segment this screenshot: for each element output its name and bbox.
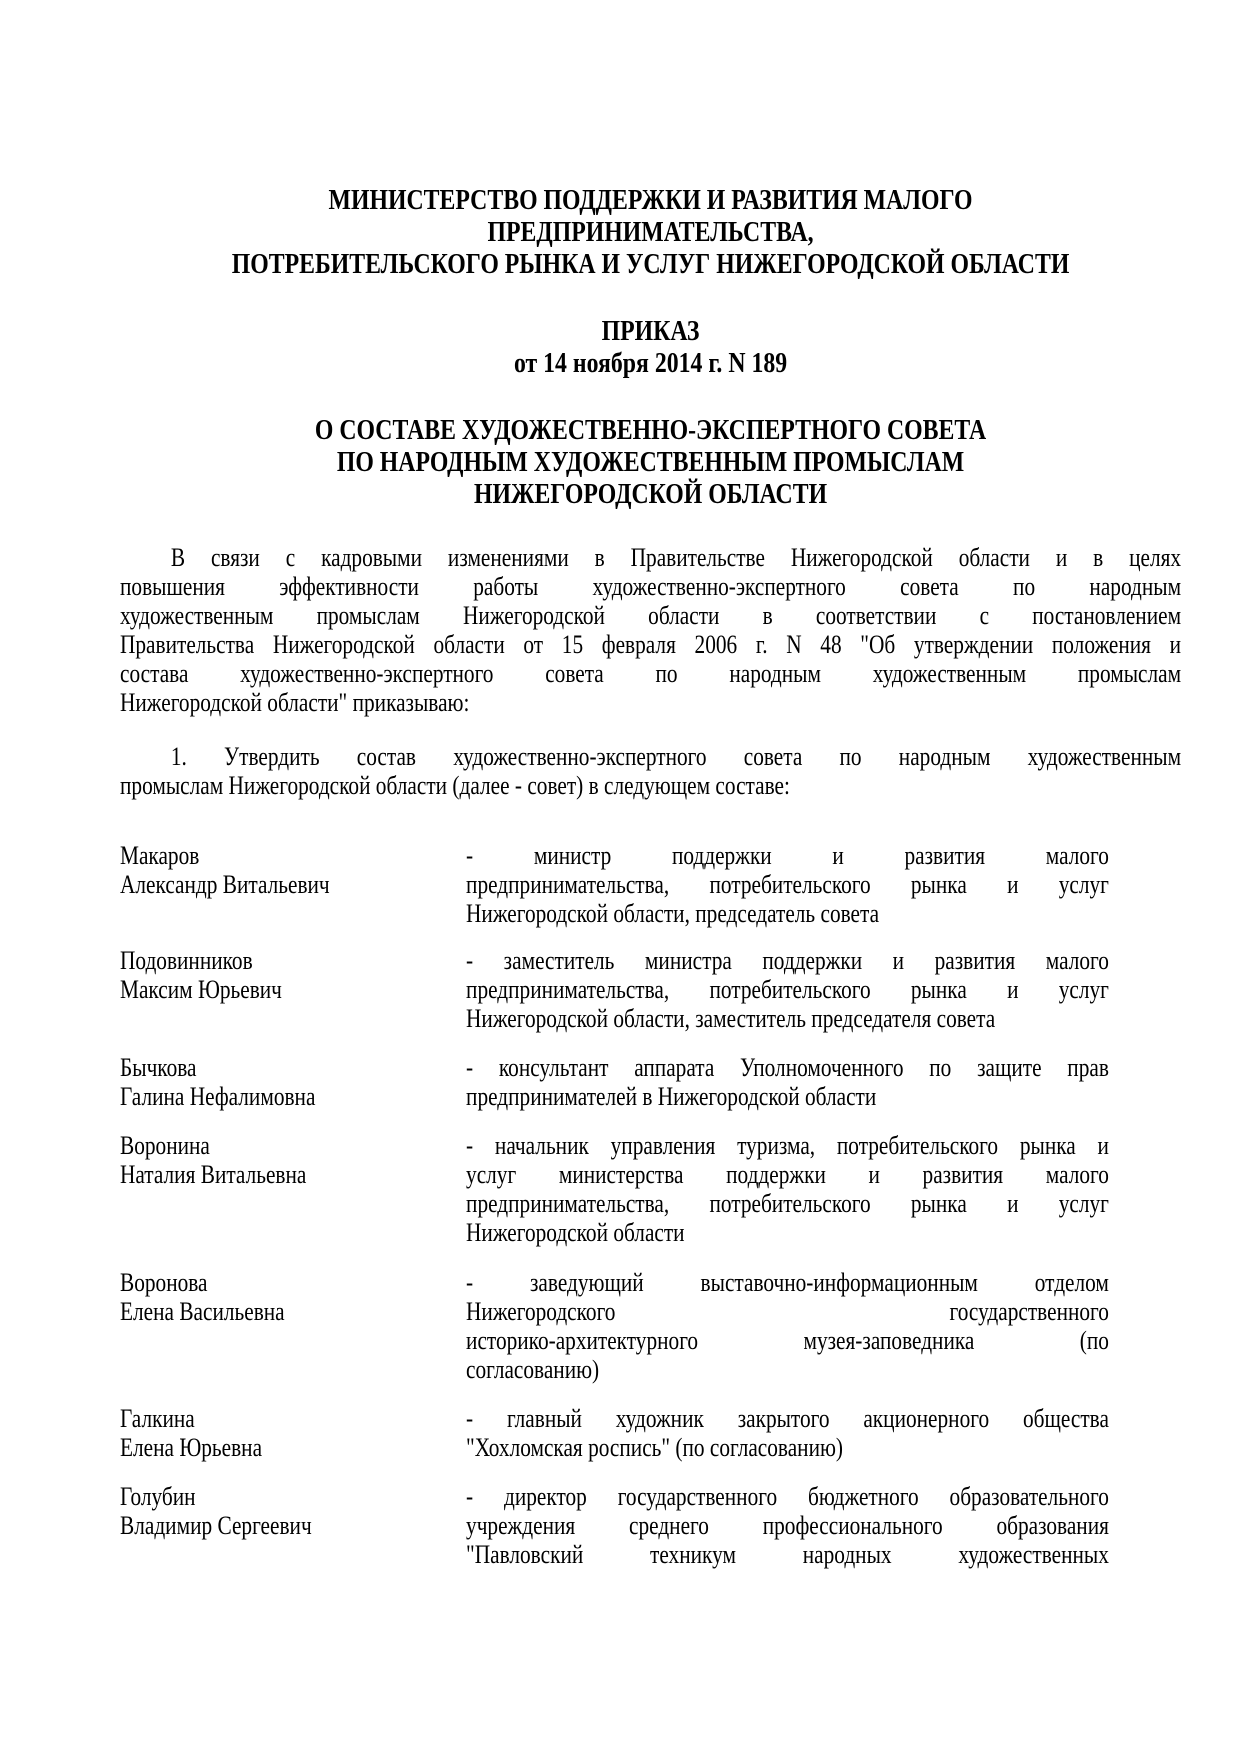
position-line: Нижегородской области	[466, 1218, 685, 1247]
position-line: учреждения среднего профессионального образования	[466, 1511, 1109, 1540]
preamble-paragraph	[120, 543, 1181, 717]
member-position	[466, 1482, 1109, 1569]
member-name	[120, 1268, 448, 1326]
member-surname: Бычкова	[120, 1053, 197, 1082]
position-line: предпринимателей в Нижегородской области	[466, 1082, 877, 1111]
text-line: промыслам Нижегородской области (далее - совет) в следующем составе:	[120, 771, 790, 800]
position-line: услуг министерства поддержки и развития малого	[466, 1160, 1109, 1189]
position-line: - главный художник закрытого акционерного общества	[466, 1404, 1109, 1433]
position-line: - начальник управления туризма, потребительского рынка и	[466, 1131, 1109, 1160]
position-line: "Павловский техникум народных художественных	[466, 1540, 1109, 1569]
order-subject	[120, 414, 1181, 510]
member-surname: Подовинников	[120, 946, 253, 975]
member-surname: Голубин	[120, 1482, 196, 1511]
text-line: повышения эффективности работы художественно-экспертного совета по народным	[120, 572, 1182, 601]
member-given: Елена Васильевна	[120, 1297, 285, 1326]
member-name	[120, 1053, 448, 1111]
member-position	[466, 1404, 1109, 1462]
member-given: Галина Нефалимовна	[120, 1082, 316, 1111]
order-date: от 14 ноября 2014 г. N 189	[513, 347, 788, 379]
member-given: Наталия Витальевна	[120, 1160, 307, 1189]
position-line: Нижегородского государственного	[466, 1297, 1109, 1326]
position-line: - министр поддержки и развития малого	[466, 841, 1109, 870]
text-line: Правительства Нижегородской области от 15 февраля 2006 г. N 48 "Об утверждении положения и	[120, 630, 1182, 659]
position-line: - заместитель министра поддержки и развития малого	[466, 946, 1109, 975]
subject-line: О СОСТАВЕ ХУДОЖЕСТВЕННО-ЭКСПЕРТНОГО СОВЕТА	[314, 414, 987, 446]
position-line: предпринимательства, потребительского рынка и услуг	[466, 1189, 1109, 1218]
position-line: - консультант аппарата Уполномоченного по защите прав	[466, 1053, 1109, 1082]
position-line: Нижегородской области, заместитель председателя совета	[466, 1004, 996, 1033]
position-line: предпринимательства, потребительского рынка и услуг	[466, 975, 1109, 1004]
member-name	[120, 1131, 448, 1189]
ministry-header	[120, 184, 1181, 280]
order-block	[120, 315, 1181, 379]
member-surname: Макаров	[120, 841, 200, 870]
position-line: согласованию)	[466, 1355, 600, 1384]
member-surname: Галкина	[120, 1404, 195, 1433]
member-name	[120, 1482, 448, 1540]
member-name	[120, 1404, 448, 1462]
member-position	[466, 841, 1109, 928]
member-name	[120, 946, 448, 1004]
text-line: 1. Утвердить состав художественно-экспертного совета по народным художественным	[170, 742, 1182, 771]
member-position	[466, 1268, 1109, 1384]
member-surname: Воронина	[120, 1131, 210, 1160]
text-line: художественным промыслам Нижегородской области в соответствии с постановлением	[120, 601, 1182, 630]
subject-line: ПО НАРОДНЫМ ХУДОЖЕСТВЕННЫМ ПРОМЫСЛАМ	[336, 446, 965, 478]
subject-line: НИЖЕГОРОДСКОЙ ОБЛАСТИ	[473, 478, 828, 510]
member-name	[120, 841, 448, 899]
text-line: В связи с кадровыми изменениями в Правительстве Нижегородской области и в целях	[170, 543, 1182, 572]
member-given: Максим Юрьевич	[120, 975, 282, 1004]
member-given: Владимир Сергеевич	[120, 1511, 312, 1540]
member-position	[466, 1131, 1109, 1247]
member-position	[466, 1053, 1109, 1111]
member-given: Елена Юрьевна	[120, 1433, 263, 1462]
member-surname: Воронова	[120, 1268, 208, 1297]
position-line: - директор государственного бюджетного образовательного	[466, 1482, 1109, 1511]
header-line: ПОТРЕБИТЕЛЬСКОГО РЫНКА И УСЛУГ НИЖЕГОРОДСКОЙ ОБЛАСТИ	[231, 248, 1070, 280]
position-line: "Хохломская роспись" (по согласованию)	[466, 1433, 844, 1462]
position-line: предпринимательства, потребительского рынка и услуг	[466, 870, 1109, 899]
header-line: ПРЕДПРИНИМАТЕЛЬСТВА,	[487, 216, 814, 248]
order-title: ПРИКАЗ	[601, 315, 700, 347]
text-line: состава художественно-экспертного совета по народным художественным промыслам	[120, 659, 1182, 688]
position-line: - заведующий выставочно-информационным отделом	[466, 1268, 1109, 1297]
position-line: Нижегородской области, председатель совета	[466, 899, 880, 928]
text-line: Нижегородской области" приказываю:	[120, 688, 470, 717]
member-position	[466, 946, 1109, 1033]
position-line: историко-архитектурного музея-заповедника (по	[466, 1326, 1109, 1355]
member-given: Александр Витальевич	[120, 870, 330, 899]
item-1-paragraph	[120, 742, 1181, 800]
header-line: МИНИСТЕРСТВО ПОДДЕРЖКИ И РАЗВИТИЯ МАЛОГО	[328, 184, 973, 216]
